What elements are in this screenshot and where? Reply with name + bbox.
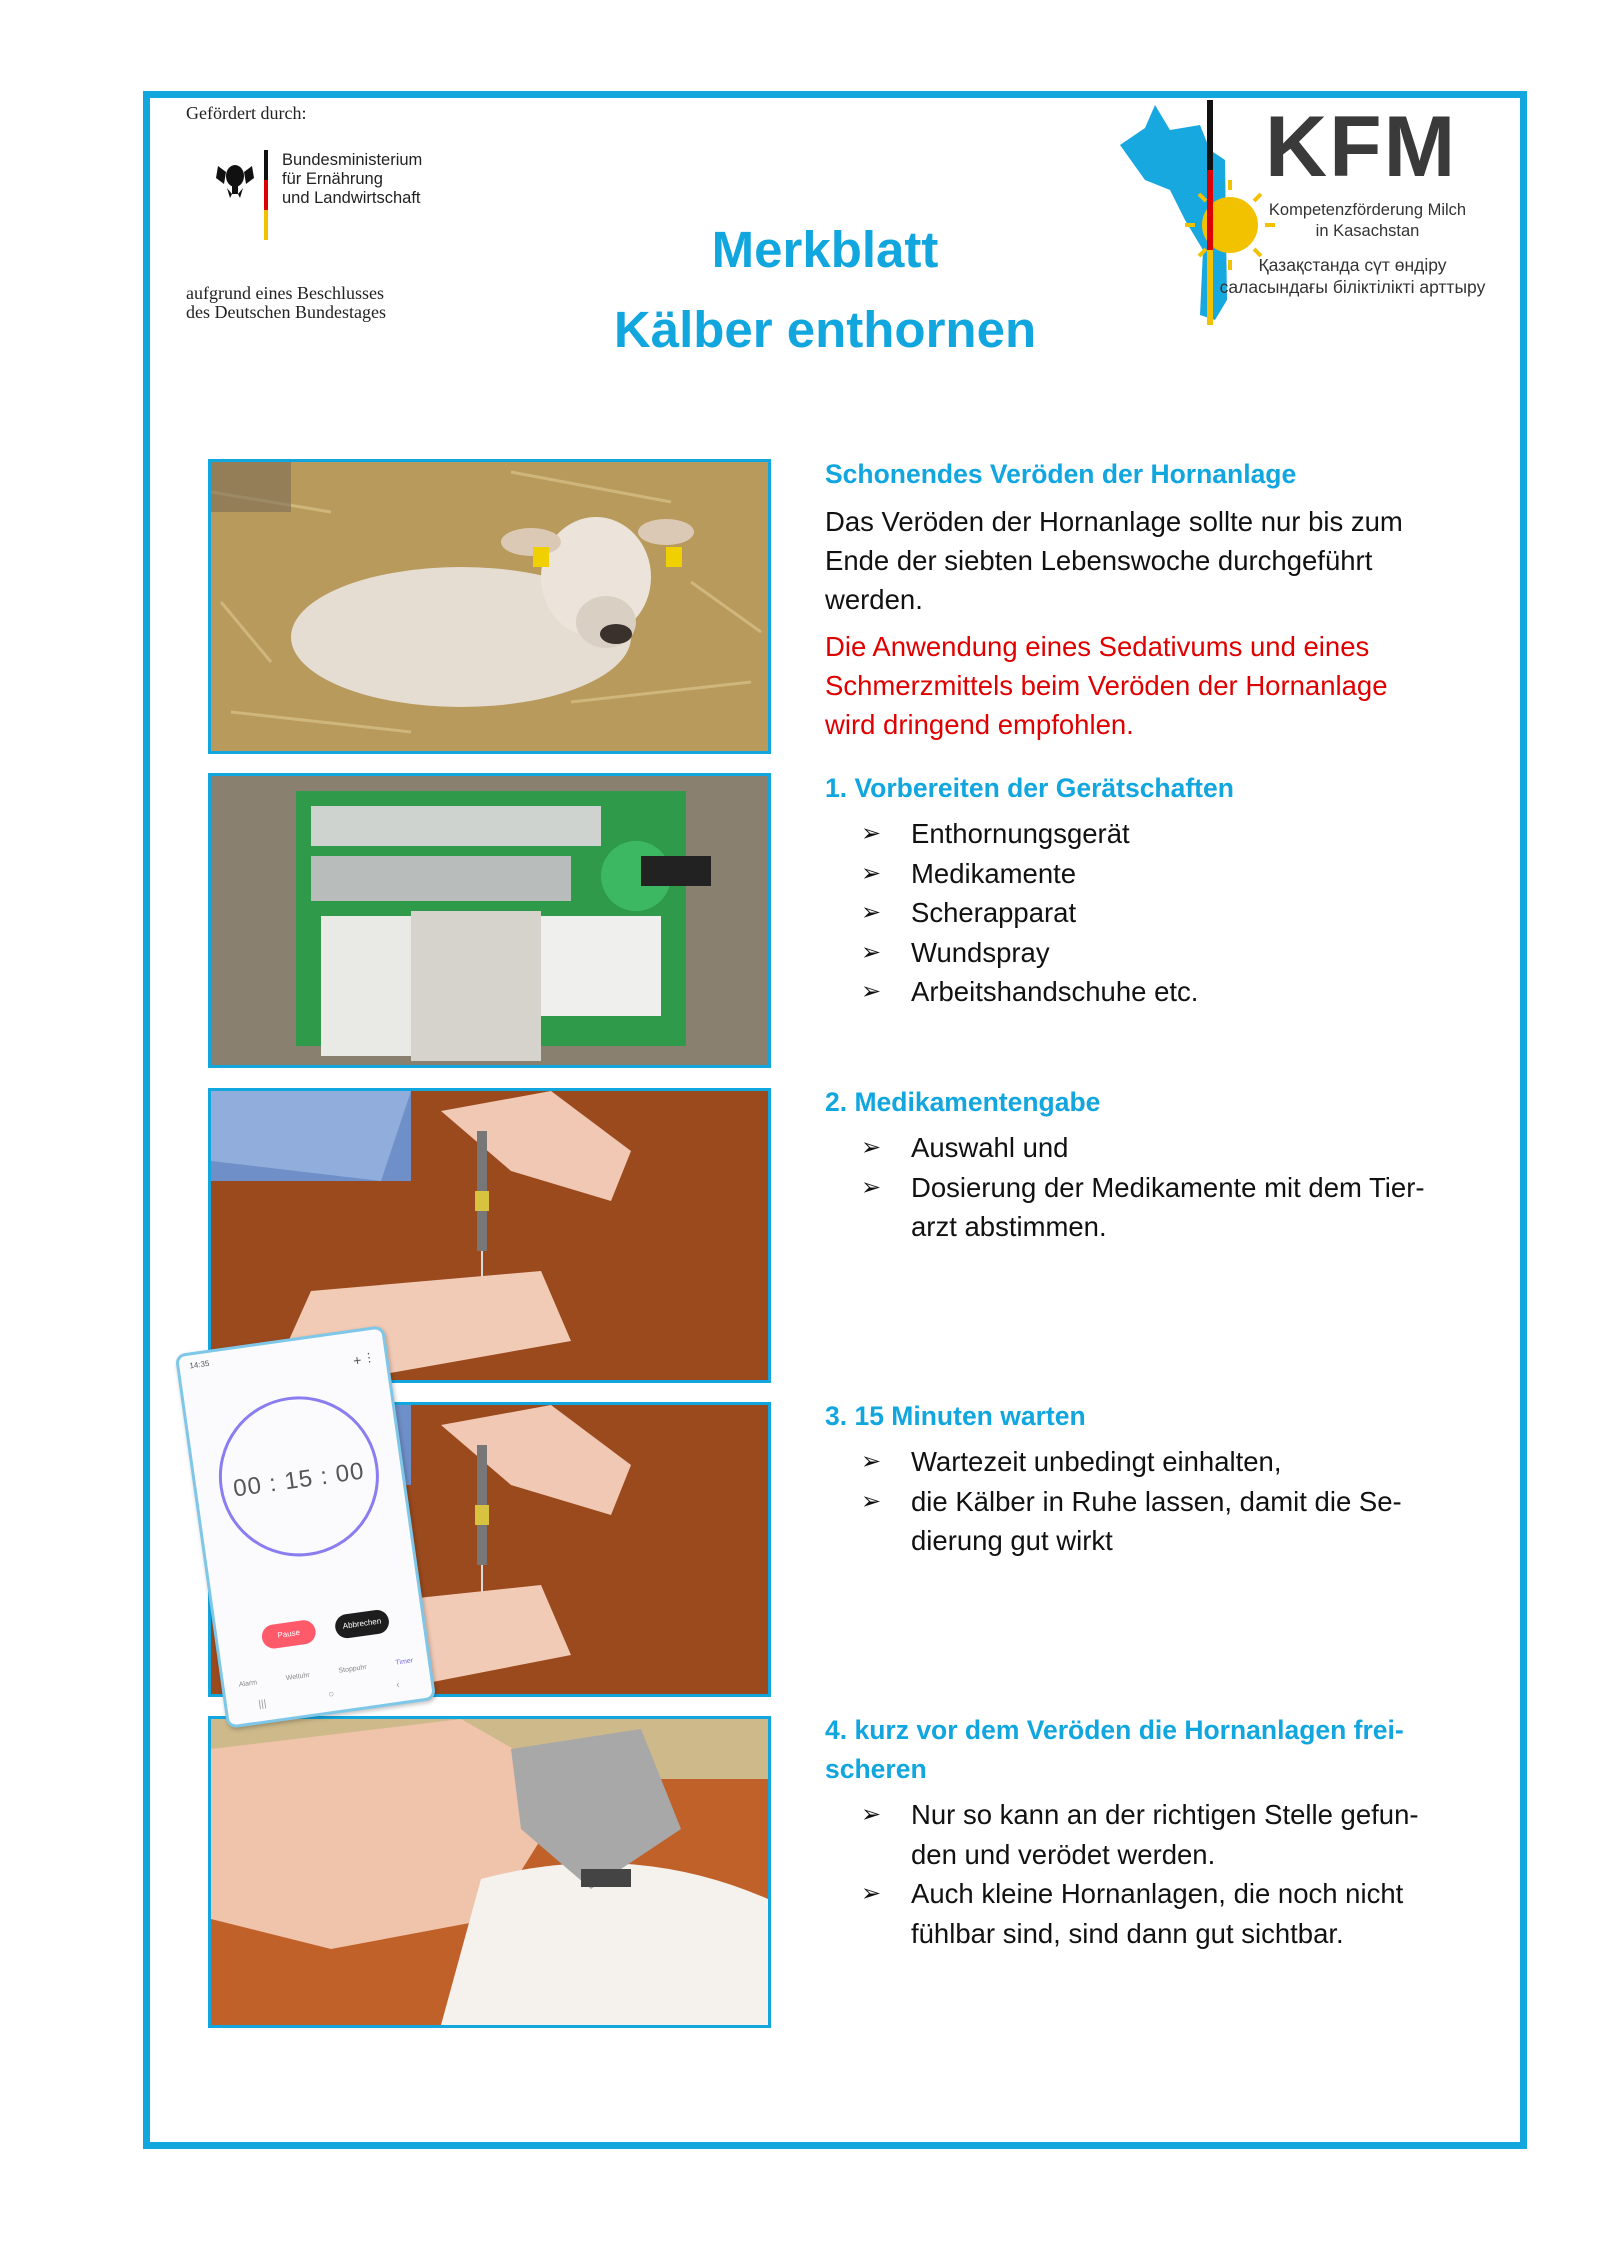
tab-alarm[interactable]: Alarm	[238, 1679, 258, 1689]
page-subtitle: Kälber enthornen	[613, 301, 1037, 358]
warning-line: Die Anwendung eines Sedativums und eines	[825, 631, 1370, 662]
section-step1	[825, 769, 1505, 1012]
tab-stopwatch[interactable]: Stoppuhr	[338, 1663, 368, 1675]
waiting-list	[825, 1442, 1505, 1561]
section-step4	[825, 1711, 1505, 1953]
list-item-line: ➢ Wartezeit unbedingt einhalten,	[911, 1446, 1282, 1477]
list-item: ➢ Arbeitshandschuhe etc.	[825, 972, 1505, 1012]
warning-text	[825, 627, 1505, 744]
equipment-list	[825, 814, 1505, 1012]
list-item-line: ➢ Auswahl und	[911, 1132, 1069, 1163]
section-step2	[825, 1083, 1505, 1247]
list-item: ➢ Wundspray	[825, 933, 1505, 973]
list-item	[825, 1482, 1505, 1561]
photo-calf	[208, 459, 771, 754]
warning-line: Schmerzmittels beim Veröden der Hornanlage	[825, 670, 1388, 701]
list-item-line: fühlbar sind, sind dann gut sichtbar.	[911, 1917, 1344, 1949]
kfm-subtitle-de: Kompetenzförderung Milch in Kasachstan	[1268, 201, 1467, 240]
list-item	[825, 1795, 1505, 1874]
pause-button[interactable]: Pause	[260, 1619, 317, 1650]
cancel-button[interactable]: Abbrechen	[334, 1608, 391, 1639]
text-line: werden.	[825, 584, 923, 615]
recents-icon[interactable]: |||	[257, 1698, 268, 1711]
list-item-line: ➢ Dosierung der Medikamente mit dem Tier-	[911, 1171, 1425, 1203]
list-item-line: ➢ Nur so kann an der richtigen Stelle gefun-	[911, 1799, 1419, 1830]
section-heading: Schonendes Veröden der Hornanlage	[825, 459, 1297, 489]
funding-label: Gefördert durch:	[186, 103, 307, 123]
medication-list	[825, 1128, 1505, 1247]
photo-shearing	[208, 1716, 771, 2028]
text-line: Das Veröden der Hornanlage sollte nur bis zum	[825, 506, 1403, 537]
list-item	[825, 1168, 1505, 1247]
warning-line: wird dringend empfohlen.	[825, 709, 1134, 740]
list-item-line: den und verödet werden.	[911, 1838, 1216, 1870]
section-heading: 2. Medikamentengabe	[825, 1087, 1101, 1117]
tab-timer[interactable]: Timer	[395, 1657, 414, 1667]
list-item	[825, 1128, 1505, 1168]
section-intro	[825, 455, 1505, 744]
ministry-name: Bundesministerium für Ernährung und Landwirtschaft	[282, 151, 423, 207]
list-item: ➢ Enthornungsgerät	[825, 814, 1505, 854]
kfm-subtitle-kz: Қазақстанда сүт өндіру саласындағы біліктілікті арттыру	[1219, 255, 1486, 297]
phone-status-bar: 14:35	[188, 1358, 210, 1371]
heading-line: 4. kurz vor dem Veröden die Hornanlagen frei-	[825, 1715, 1404, 1745]
list-item-line: ➢ die Kälber in Ruhe lassen, damit die Se-	[911, 1485, 1402, 1517]
page-title: Merkblatt	[711, 221, 939, 278]
more-icon[interactable]: ⋮	[362, 1349, 376, 1366]
plus-icon[interactable]: +	[352, 1351, 363, 1369]
timer-display: 00 : 15 : 00	[231, 1457, 367, 1503]
list-item: ➢ Medikamente	[825, 854, 1505, 894]
text-line: Ende der siebten Lebenswoche durchgeführt	[825, 545, 1373, 576]
list-item: ➢ Scherapparat	[825, 893, 1505, 933]
list-item	[825, 1874, 1505, 1953]
section-heading: 1. Vorbereiten der Gerätschaften	[825, 773, 1234, 803]
list-item-line: dierung gut wirkt	[911, 1525, 1113, 1556]
list-item-line: arzt abstimmen.	[911, 1211, 1107, 1242]
section-heading	[825, 1711, 1505, 1789]
resolution-note: aufgrund eines Beschlusses des Deutschen Bundestages	[186, 283, 386, 322]
section-heading: 3. 15 Minuten warten	[825, 1401, 1086, 1431]
intro-text	[825, 502, 1505, 619]
section-step3	[825, 1397, 1505, 1561]
home-icon[interactable]: ○	[327, 1688, 336, 1701]
back-icon[interactable]: ‹	[395, 1679, 401, 1691]
shearing-list	[825, 1795, 1505, 1953]
list-item	[825, 1442, 1505, 1482]
photo-equipment-box	[208, 773, 771, 1068]
list-item-line: ➢ Auch kleine Hornanlagen, die noch nicht	[911, 1878, 1404, 1909]
heading-line: scheren	[825, 1754, 927, 1784]
tab-world-clock[interactable]: Weltuhr	[285, 1671, 311, 1683]
kfm-name: KFM	[1265, 99, 1458, 195]
